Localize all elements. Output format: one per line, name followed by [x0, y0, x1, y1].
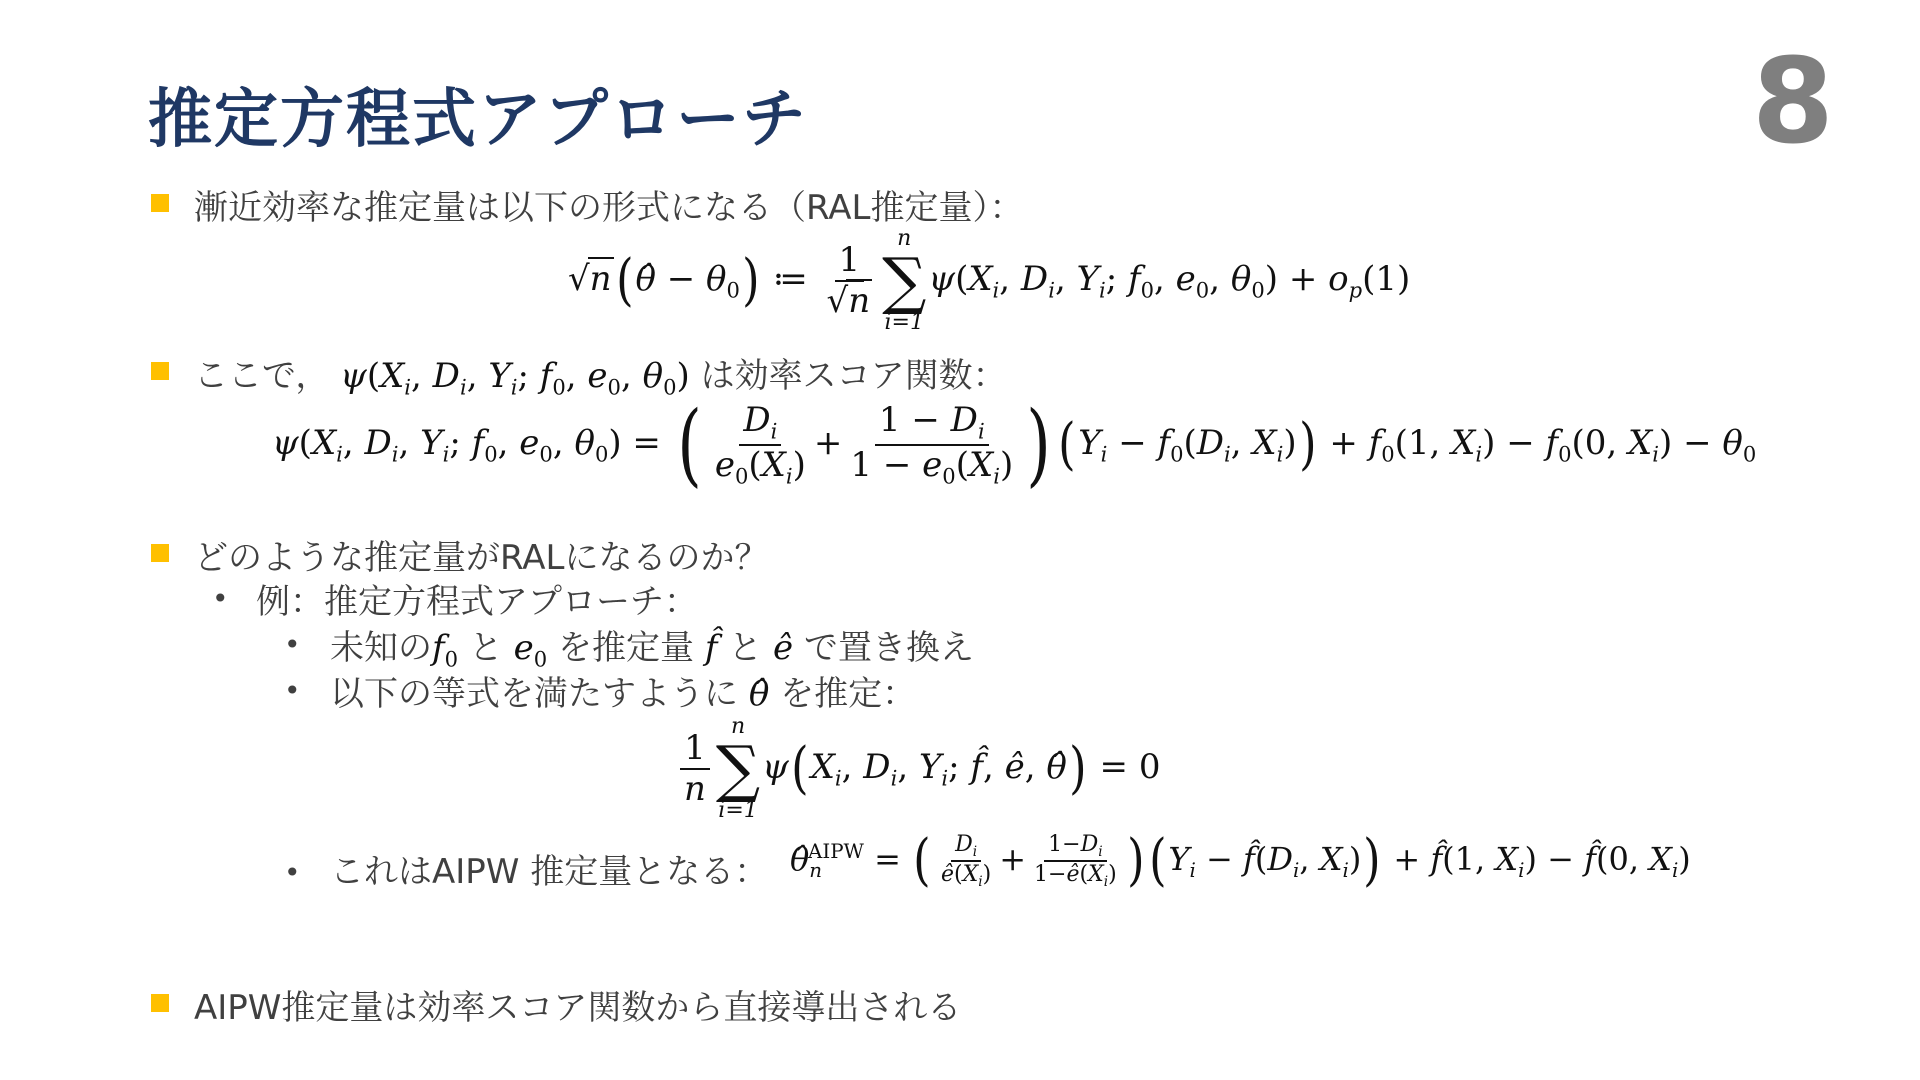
bullet-marker	[151, 994, 169, 1012]
math-fhat: f̂	[704, 628, 718, 668]
replace-text-a: 未知の	[330, 628, 432, 668]
equation-estimating: $\frac{1}{n}$ n ∑ i=1 $\psi(X_i$, $D_i$, $Y_i$; f̂, ê, θ̂) = 0	[676, 716, 1160, 822]
sub-sub-bullet-dot: •	[284, 674, 301, 707]
estimate-text-a: 以下の等式を満たすように	[330, 674, 749, 714]
sub-sub-bullet-dot: •	[284, 856, 301, 889]
math-f0: $f_0$	[432, 628, 459, 672]
bullet-ral-text: 漸近効率な推定量は以下の形式になる（RAL推定量）：	[194, 188, 1024, 228]
sub-bullet-dot: •	[212, 582, 229, 615]
bullet-marker	[151, 544, 169, 562]
bullet-score-text	[194, 348, 1007, 399]
estimate-text-b: を推定：	[769, 674, 917, 714]
sub-bullet-example: 例：推定方程式アプローチ：	[256, 582, 698, 622]
equation-aipw: $\thetâ_n^{AIPW}$ = ( $\frac{D_i}{ê(X_i)}$ + $\frac{1-D_i}{1-ê(X_i)}$ )($Y_i$ − $f̂(D_i$, $X_i$)) + f̂(1, $X_i$) − f̂(0, $X_i$)	[790, 828, 1691, 894]
bullet-marker	[151, 194, 169, 212]
equation-score-function: $\psi(X_i$, $D_i$, $Y_i$; $f_0$, $e_0$, $\theta_0$) = ( $\frac{D_i}{e_0(X_i)}$ + $\frac{1 - D_i}{1 - e_0(X_i)}$ ) ($Y_i - f_0(D_i$, $X_i)) + f_0(1$, $X_i) - f_0(0$, $X_i) - \theta_0$	[272, 392, 1757, 497]
bullet-aipw-conclusion: AIPW推定量は効率スコア関数から直接導出される	[194, 988, 962, 1028]
math-thetahat: θ̂	[748, 674, 770, 714]
math-ehat: ê	[773, 628, 794, 668]
bullet-score-suffix: は効率スコア関数：	[689, 356, 1007, 396]
replace-text-d: と	[717, 628, 774, 668]
bullet-question-text: どのような推定量がRALになるのか？	[194, 538, 769, 578]
sub-bullet-estimate	[330, 666, 916, 715]
replace-text-c: を推定量	[547, 628, 705, 668]
aipw-superscript: AIPW	[808, 840, 864, 864]
replace-text-e: で置き換え	[793, 628, 974, 668]
bullet-score-prefix: ここで，	[194, 356, 330, 396]
replace-text-b: と	[458, 628, 514, 668]
sub-sub-bullet-dot: •	[284, 628, 301, 661]
inline-psi: $\psi(X_i$, $D_i$, $Y_i$; $f_0$, $e_0$, $\theta_0$)	[340, 356, 690, 400]
sub-bullet-replace	[330, 620, 974, 671]
bullet-marker	[151, 362, 169, 380]
slide-title: 推定方程式アプローチ	[148, 83, 808, 157]
page-number: 8	[1751, 32, 1834, 170]
sub-bullet-aipw	[330, 844, 768, 893]
math-e0: $e_0$	[513, 628, 548, 672]
equation-ral: √n(θ̂ − $\theta_0$) ≔ $\frac{1}{√n}$ n ∑ i=1 $\psi(X_i$, $D_i$, $Y_i$; $f_0$, $e_0$, $\theta_0) + o_p(1)$	[568, 226, 1411, 335]
aipw-text: これはAIPW 推定量となる：	[330, 852, 769, 892]
